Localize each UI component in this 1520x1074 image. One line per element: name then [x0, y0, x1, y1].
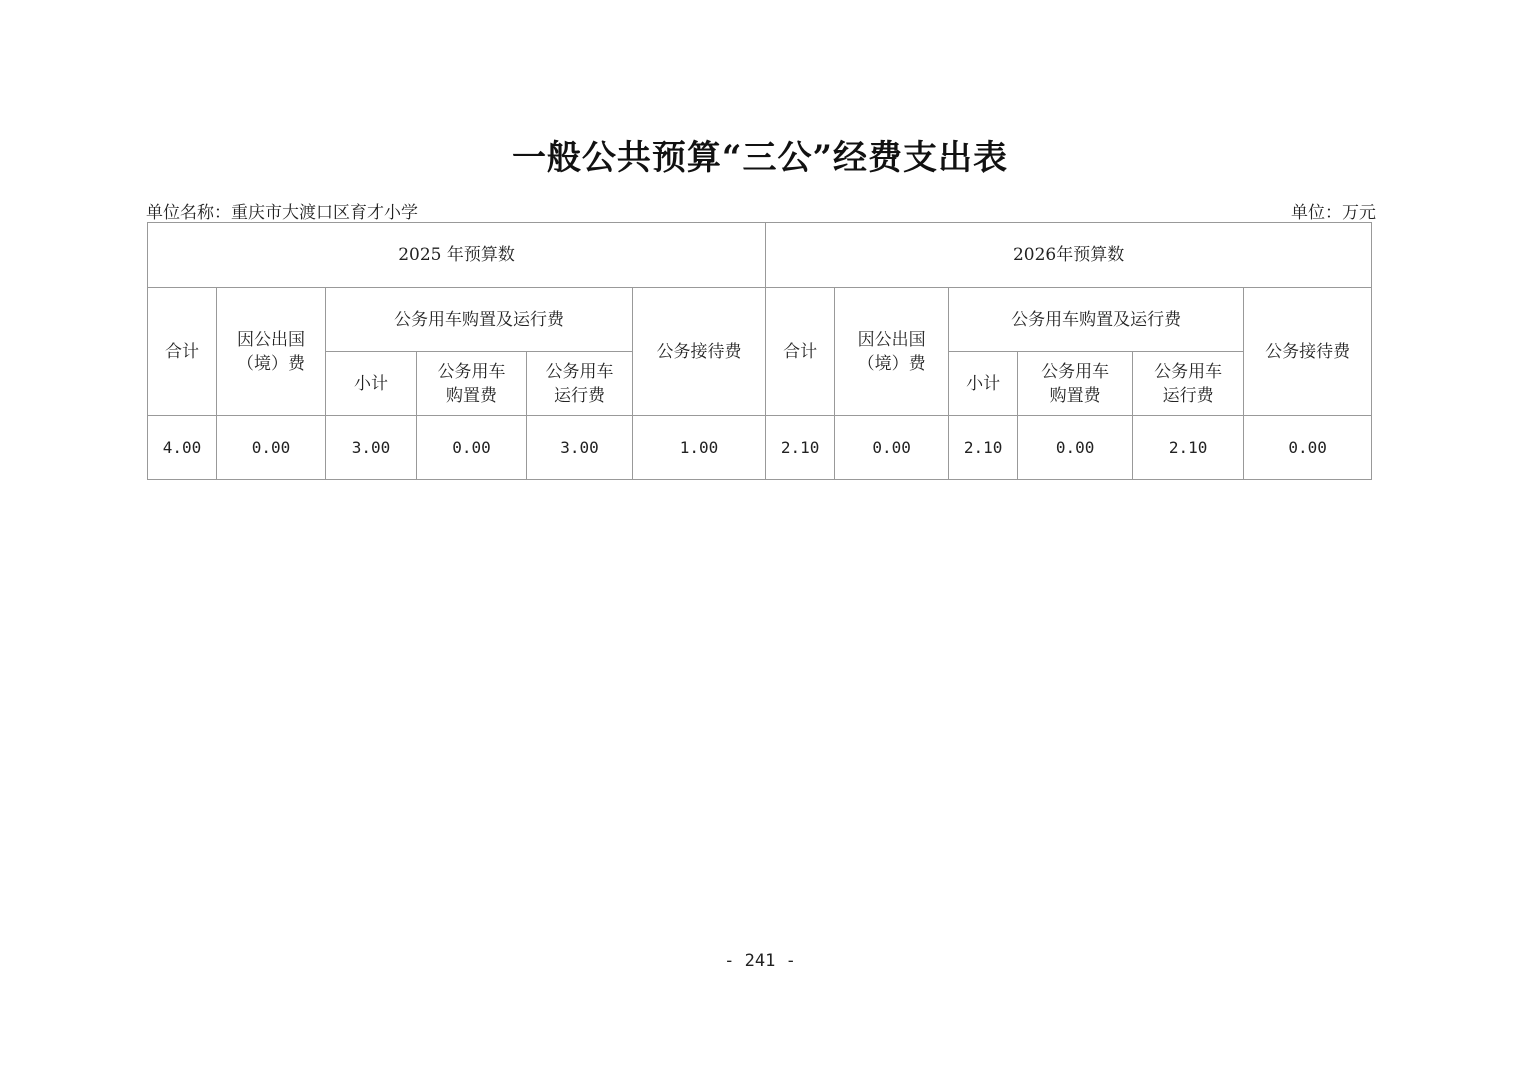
- header-vehicle-operation-2025: [527, 352, 633, 416]
- header-vehicle-purchase-line1: 公务用车: [1041, 361, 1110, 382]
- header-vehicle-purchase-2025: [417, 352, 527, 416]
- header-vehicle-operation-line2: 运行费: [554, 385, 605, 406]
- header-abroad-line2: （境）费: [857, 353, 926, 374]
- header-subtotal-2026: 小计: [949, 352, 1018, 416]
- year-2025-header: 2025 年预算数: [148, 223, 766, 288]
- header-vehicle-operation-line1: 公务用车: [1154, 361, 1223, 382]
- value-abroad-2026: 0.00: [835, 416, 949, 480]
- header-vehicle-purchase-line2: 购置费: [446, 385, 497, 406]
- header-reception-2025: 公务接待费: [633, 288, 766, 416]
- header-vehicle-2026: 公务用车购置及运行费: [949, 288, 1244, 352]
- column-header-row: [148, 288, 1372, 352]
- page-number: - 241 -: [724, 951, 796, 971]
- header-abroad-2025: [217, 288, 326, 416]
- header-vehicle-2025: 公务用车购置及运行费: [326, 288, 633, 352]
- year-2026-header: 2026年预算数: [766, 223, 1372, 288]
- currency-unit: 单位：万元: [1291, 203, 1376, 223]
- header-vehicle-operation-line1: 公务用车: [545, 361, 614, 382]
- header-vehicle-purchase-line1: 公务用车: [437, 361, 506, 382]
- value-vehicle-operation-2026: 2.10: [1133, 416, 1244, 480]
- page-title: 一般公共预算“三公”经费支出表: [511, 138, 1009, 178]
- header-abroad-2026: [835, 288, 949, 416]
- header-total-2025: 合计: [148, 288, 217, 416]
- header-vehicle-purchase-2026: [1018, 352, 1133, 416]
- header-subtotal-2025: 小计: [326, 352, 417, 416]
- value-abroad-2025: 0.00: [217, 416, 326, 480]
- value-total-2026: 2.10: [766, 416, 835, 480]
- year-header-row: [148, 223, 1372, 288]
- header-vehicle-purchase-line2: 购置费: [1049, 385, 1101, 406]
- value-reception-2025: 1.00: [633, 416, 766, 480]
- value-total-2025: 4.00: [148, 416, 217, 480]
- value-reception-2026: 0.00: [1244, 416, 1372, 480]
- header-abroad-line2: （境）费: [237, 353, 305, 374]
- unit-name: 单位名称：重庆市大渡口区育才小学: [146, 203, 418, 223]
- value-vehicle-subtotal-2025: 3.00: [326, 416, 417, 480]
- header-vehicle-operation-line2: 运行费: [1162, 385, 1214, 406]
- header-abroad-line1: 因公出国: [237, 329, 305, 350]
- header-reception-2026: 公务接待费: [1244, 288, 1372, 416]
- table-row: [148, 416, 1372, 480]
- header-total-2026: 合计: [766, 288, 835, 416]
- header-abroad-line1: 因公出国: [857, 329, 926, 350]
- value-vehicle-operation-2025: 3.00: [527, 416, 633, 480]
- value-vehicle-purchase-2026: 0.00: [1018, 416, 1133, 480]
- header-vehicle-operation-2026: [1133, 352, 1244, 416]
- value-vehicle-subtotal-2026: 2.10: [949, 416, 1018, 480]
- three-public-expenses-table: [147, 222, 1372, 480]
- value-vehicle-purchase-2025: 0.00: [417, 416, 527, 480]
